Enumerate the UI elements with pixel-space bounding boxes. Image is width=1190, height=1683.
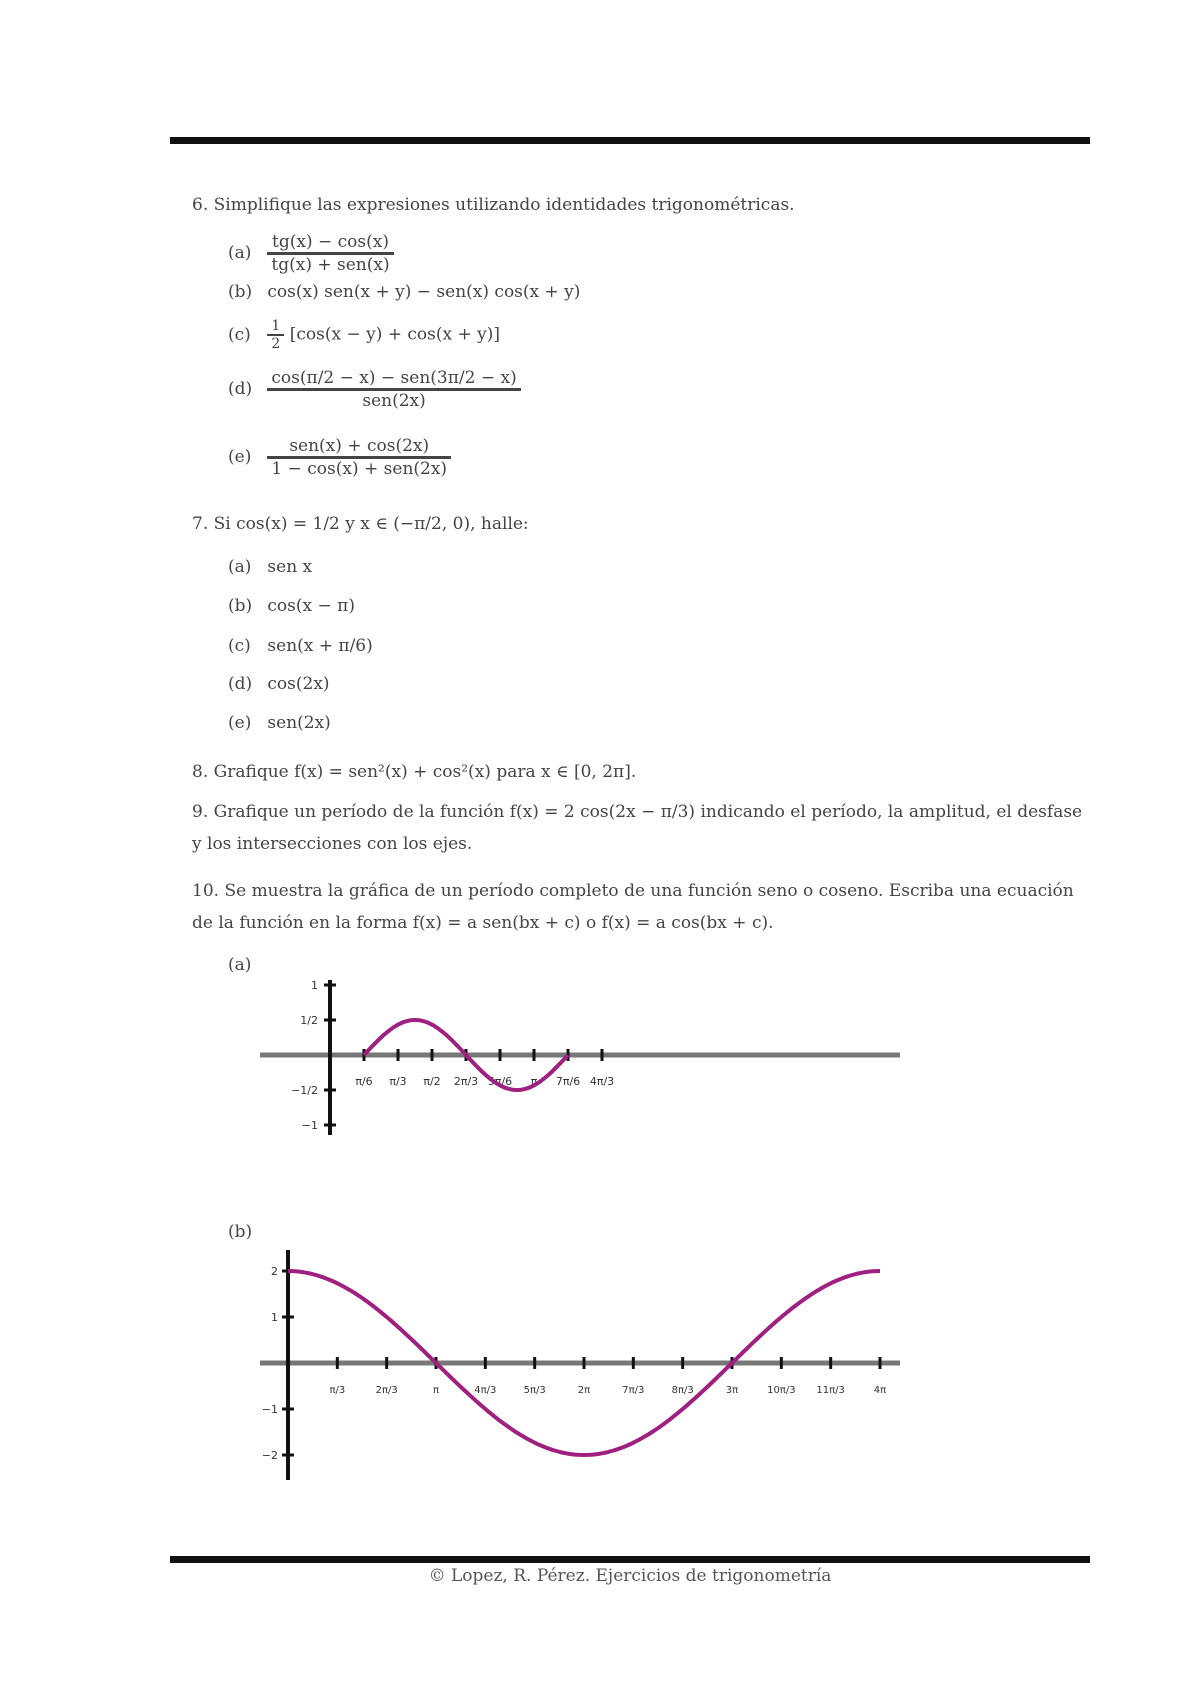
x-tick-label: π	[530, 1075, 538, 1088]
problem-10: 10. Se muestra la gráfica de un período completo de una función seno o coseno. Escriba una ecuación de la función en la forma f(x) = a sen(bx + c) o f(x) = a cos(bx + c).	[192, 881, 1074, 933]
y-tick-label: 2	[271, 1265, 278, 1278]
x-tick-label: 11π/3	[816, 1385, 845, 1396]
x-tick-label: 7π/6	[555, 1075, 581, 1088]
x-tick-label: 2π	[577, 1385, 591, 1396]
graph-b-label: (b)	[228, 1222, 253, 1242]
x-tick-label: 4π/3	[474, 1385, 497, 1396]
x-tick-label: 10π/3	[767, 1385, 796, 1396]
x-tick-label: 2π/3	[453, 1075, 479, 1088]
x-tick-label: 2π/3	[375, 1385, 398, 1396]
graph-a-label: (a)	[228, 955, 252, 975]
y-tick-label: −1	[261, 1403, 278, 1416]
problem-6-item-c: (c) $\frac{1}{2}$ [cos(x − y) + cos(x + y)]	[228, 318, 501, 352]
page-footer: © Lopez, R. Pérez. Ejercicios de trigonometría	[428, 1566, 832, 1586]
y-tick-label: −1/2	[291, 1084, 318, 1097]
x-tick-label: 8π/3	[671, 1385, 694, 1396]
problem-6-text: Simplifique las expresiones utilizando identidades trigonométricas.	[213, 195, 795, 215]
x-tick-label: 3π	[725, 1385, 739, 1396]
y-tick-label: −1	[301, 1119, 318, 1132]
y-tick-label: −2	[261, 1449, 278, 1462]
x-tick-label: 7π/3	[622, 1385, 645, 1396]
x-tick-label: 5π/6	[487, 1075, 513, 1088]
problem-8-text: Grafique f(x) = sen²(x) + cos²(x) para x ∈ [0, 2π].	[213, 762, 637, 782]
graph-b	[260, 1245, 920, 1495]
y-tick-label: 1/2	[300, 1014, 318, 1027]
problem-8: 8. Grafique f(x) = sen²(x) + cos²(x) para x ∈ [0, 2π].	[192, 762, 637, 782]
x-tick-label: π/2	[423, 1075, 441, 1088]
x-tick-label: 5π/3	[523, 1385, 546, 1396]
x-tick-label: π/6	[355, 1075, 373, 1088]
footer-rule	[170, 1556, 1090, 1563]
problem-6-item-b: (b) cos(x) sen(x + y) − sen(x) cos(x + y)	[228, 282, 581, 302]
header-rule	[170, 137, 1090, 144]
problem-9-text: Grafique un período de la función f(x) = 2 cos(2x − π/3) indicando el período, la amplitud, el desfase y los intersecciones con los ejes.	[192, 802, 1083, 854]
graph-a	[260, 975, 920, 1205]
problem-6: 6. Simplifique las expresiones utilizando identidades trigonométricas.	[192, 195, 795, 215]
problem-7-item-a: (a) sen x	[228, 557, 313, 577]
problem-6-item-e: (e) $\frac{\text{sen(x) + cos(2x)}}{\text{1 − cos(x) + sen(2x)}}$	[228, 436, 451, 479]
problem-7-item-c: (c) sen(x + π/6)	[228, 636, 373, 656]
problem-7-item-b: (b) cos(x − π)	[228, 596, 355, 616]
problem-6-item-a: (a) $\frac{tg(x) - \cos(x)}{\text{tg(x) + sen(x)}}$	[228, 232, 394, 275]
x-tick-label: π/3	[389, 1075, 407, 1088]
problem-7-item-e: (e) sen(2x)	[228, 713, 331, 733]
problem-7-item-d: (d) cos(2x)	[228, 674, 330, 694]
x-tick-label: π/3	[329, 1385, 346, 1396]
problem-6-item-d: (d) $\frac{\text{cos(π/2 − x) − sen(3π/2 − x)}}{\text{sen(2x)}}$	[228, 368, 521, 411]
x-tick-label: 4π	[873, 1385, 887, 1396]
y-tick-label: 1	[271, 1311, 278, 1324]
x-tick-label: π	[432, 1385, 440, 1396]
problem-10-text: Se muestra la gráfica de un período completo de una función seno o coseno. Escriba una ecuación de la función en la forma f(x) = a sen(bx + c) o f(x) = a cos(bx + c).	[192, 881, 1074, 933]
problem-7-text: Si cos(x) = 1/2 y x ∈ (−π/2, 0), halle:	[213, 514, 529, 534]
x-tick-label: 4π/3	[589, 1075, 615, 1088]
problem-7: 7. Si cos(x) = 1/2 y x ∈ (−π/2, 0), halle:	[192, 514, 529, 534]
y-tick-label: 1	[311, 979, 318, 992]
problem-9: 9. Grafique un período de la función f(x) = 2 cos(2x − π/3) indicando el período, la amplitud, el desfase y los intersecciones con los ejes.	[192, 802, 1083, 854]
